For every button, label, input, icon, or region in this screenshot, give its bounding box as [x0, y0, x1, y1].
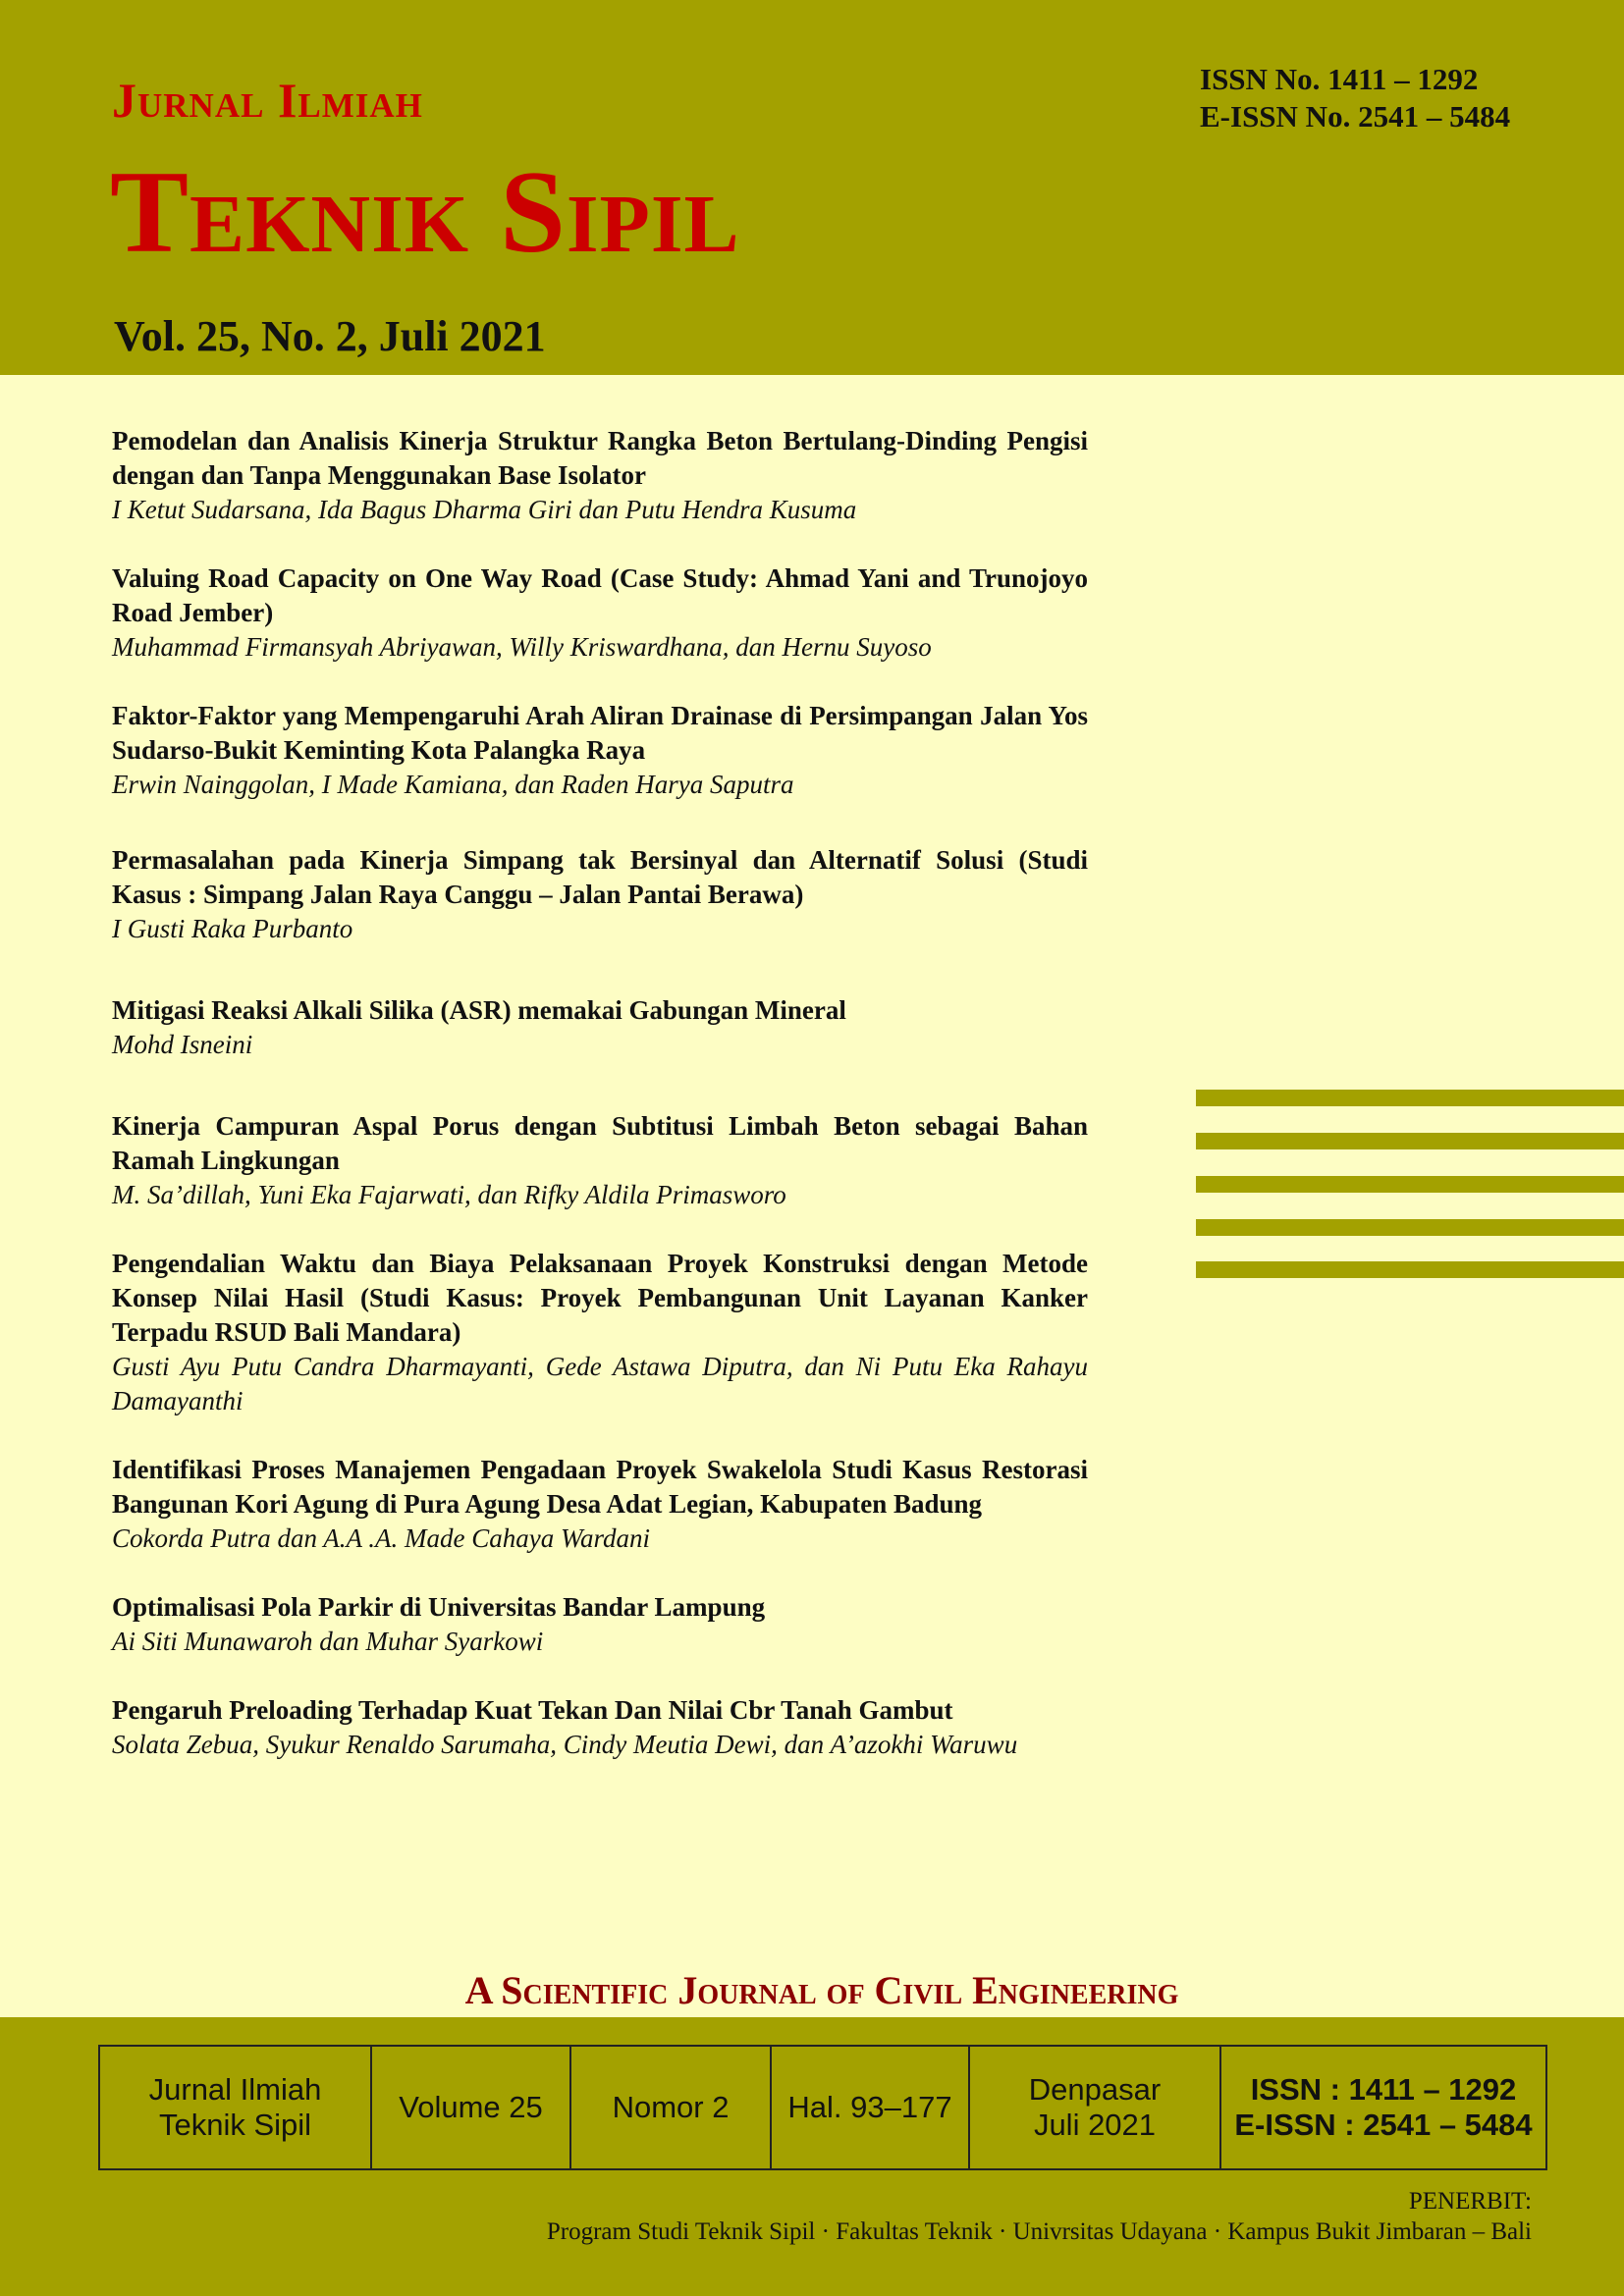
info-journal-line-2: Teknik Sipil: [158, 2108, 312, 2142]
article-authors: Erwin Nainggolan, I Made Kamiana, dan Raden Harya Saputra: [112, 770, 794, 799]
article-title: Faktor-Faktor yang Mempengaruhi Arah Aliran Drainase di Persimpangan Jalan Yos Sudarso-Bukit Keminting Kota Palangka Raya: [112, 701, 1088, 765]
info-nomor: Nomor 2: [612, 2090, 730, 2124]
article-authors: M. Sa’dillah, Yuni Eka Fajarwati, dan Rifky Aldila Primasworo: [112, 1180, 786, 1209]
info-eissn: E-ISSN : 2541 – 5484: [1234, 2108, 1533, 2142]
article-title: Kinerja Campuran Aspal Porus dengan Subtitusi Limbah Beton sebagai Bahan Ramah Lingkungan: [112, 1111, 1088, 1175]
info-cell-volume: [372, 2047, 571, 2168]
tagline: A Scientific Journal of Civil Engineering: [464, 1968, 1179, 2012]
decorative-stripe: [1196, 1261, 1624, 1278]
article-item: [112, 699, 1088, 802]
decorative-stripe: [1196, 1219, 1624, 1236]
article-authors: I Ketut Sudarsana, Ida Bagus Dharma Giri dan Putu Hendra Kusuma: [112, 495, 857, 524]
info-journal-line-1: Jurnal Ilmiah: [148, 2072, 322, 2107]
article-title: Permasalahan pada Kinerja Simpang tak Bersinyal dan Alternatif Solusi (Studi Kasus : Simpang Jalan Raya Canggu – Jalan Pantai Berawa): [112, 845, 1088, 909]
article-item: [112, 1453, 1088, 1556]
info-cell-issn: [1221, 2047, 1545, 2168]
article-item: [112, 1247, 1088, 1418]
table-of-contents: [112, 424, 1088, 1762]
article-title: Pengendalian Waktu dan Biaya Pelaksanaan Proyek Konstruksi dengan Metode Konsep Nilai Hasil (Studi Kasus: Proyek Pembangunan Unit Layanan Kanker Terpadu RSUD Bali Mandara): [112, 1249, 1088, 1347]
header-band: [0, 0, 1624, 375]
issue-info: Vol. 25, No. 2, Juli 2021: [114, 312, 546, 360]
eissn: E-ISSN No. 2541 – 5484: [1200, 99, 1511, 133]
article-title: Mitigasi Reaksi Alkali Silika (ASR) memakai Gabungan Mineral: [112, 995, 846, 1025]
article-item: [112, 1590, 1088, 1659]
publisher-label: PENERBIT:: [1408, 2188, 1532, 2215]
info-issn: ISSN : 1411 – 1292: [1250, 2072, 1517, 2107]
article-authors: Ai Siti Munawaroh dan Muhar Syarkowi: [112, 1627, 544, 1656]
journal-name-line: Jurnal Ilmiah: [112, 73, 423, 128]
info-city: Denpasar: [1028, 2072, 1162, 2107]
article-authors: Cokorda Putra dan A.A .A. Made Cahaya Wardani: [112, 1523, 650, 1553]
article-item: [112, 424, 1088, 527]
issn-block: [1200, 61, 1510, 135]
info-cell-place-date: [970, 2047, 1221, 2168]
info-cell-nomor: [571, 2047, 772, 2168]
article-authors: I Gusti Raka Purbanto: [112, 914, 353, 943]
article-item: [112, 1693, 1088, 1762]
article-authors: Solata Zebua, Syukur Renaldo Sarumaha, Cindy Meutia Dewi, dan A’azokhi Waruwu: [112, 1730, 1018, 1759]
article-authors: Mohd Isneini: [112, 1030, 253, 1059]
info-cell-pages: [772, 2047, 970, 2168]
decorative-stripe: [1196, 1133, 1624, 1149]
article-title: Valuing Road Capacity on One Way Road (Case Study: Ahmad Yani and Trunojoyo Road Jember): [112, 563, 1088, 627]
info-volume: Volume 25: [399, 2090, 543, 2124]
article-item: [112, 843, 1088, 946]
article-title: Pemodelan dan Analisis Kinerja Struktur Rangka Beton Bertulang-Dinding Pengisi dengan dan Tanpa Menggunakan Base Isolator: [112, 426, 1088, 490]
article-authors: Muhammad Firmansyah Abriyawan, Willy Kriswardhana, dan Hernu Suyoso: [112, 632, 932, 662]
article-title: Pengaruh Preloading Terhadap Kuat Tekan Dan Nilai Cbr Tanah Gambut: [112, 1695, 953, 1725]
publisher-block: [547, 2186, 1532, 2247]
journal-title: Teknik Sipil: [110, 146, 740, 277]
article-item: [112, 1109, 1088, 1212]
publisher-text: Program Studi Teknik Sipil · Fakultas Teknik · Univrsitas Udayana · Kampus Bukit Jimbaran – Bali: [546, 2218, 1532, 2245]
info-table: [98, 2045, 1547, 2170]
article-title: Identifikasi Proses Manajemen Pengadaan Proyek Swakelola Studi Kasus Restorasi Bangunan Kori Agung di Pura Agung Desa Adat Legian, Kabupaten Badung: [112, 1455, 1088, 1519]
info-pages: Hal. 93–177: [787, 2090, 952, 2124]
article-authors: Gusti Ayu Putu Candra Dharmayanti, Gede Astawa Diputra, dan Ni Putu Eka Rahayu Damayanthi: [112, 1352, 1088, 1415]
decorative-stripe: [1196, 1176, 1624, 1193]
article-title: Optimalisasi Pola Parkir di Universitas Bandar Lampung: [112, 1592, 766, 1622]
info-date: Juli 2021: [1033, 2108, 1157, 2142]
info-cell-journal: [100, 2047, 372, 2168]
article-item: [112, 561, 1088, 665]
article-item: [112, 993, 1088, 1062]
issn: ISSN No. 1411 – 1292: [1200, 62, 1479, 96]
decorative-stripe: [1196, 1090, 1624, 1106]
